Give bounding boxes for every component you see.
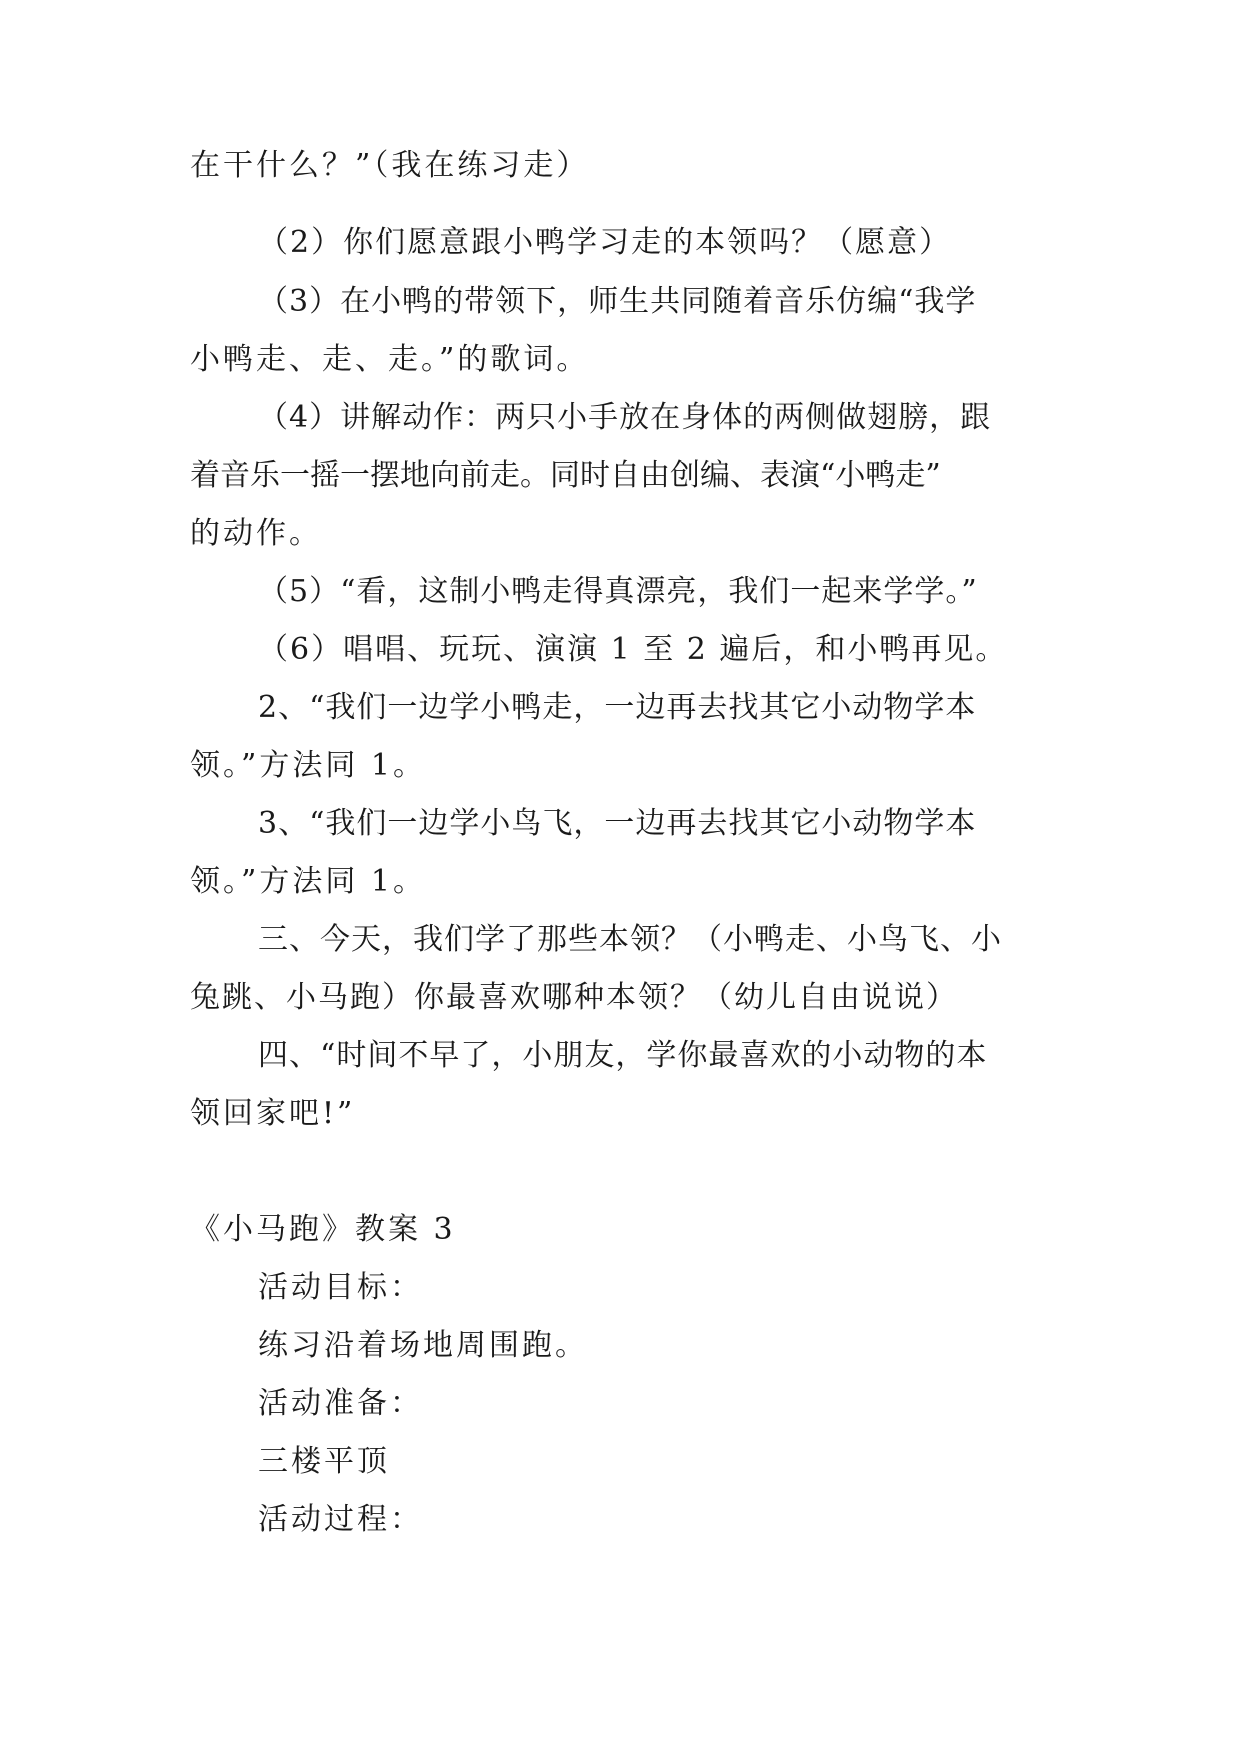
text-line: （6）唱唱、玩玩、演演 1 至 2 遍后，和小鸭再见。 bbox=[258, 632, 1008, 667]
text-line: （4）讲解动作：两只小手放在身体的两侧做翅膀，跟 bbox=[258, 400, 992, 435]
section-title: 《小马跑》教案 3 bbox=[190, 1212, 456, 1247]
text-line: 活动准备： bbox=[258, 1386, 423, 1421]
text-line: 着音乐一摇一摆地向前走。同时自由创编、表演“小鸭走” bbox=[190, 458, 941, 493]
text-line: （3）在小鸭的带领下，师生共同随着音乐仿编“我学 bbox=[258, 284, 977, 319]
text-line: 兔跳、小马跑）你最喜欢哪种本领？（幼儿自由说说） bbox=[190, 980, 958, 1015]
text-line: 3、“我们一边学小鸟飞，一边再去找其它小动物学本 bbox=[258, 806, 977, 841]
text-line: 领回家吧!” bbox=[190, 1096, 356, 1131]
text-line: 活动过程： bbox=[258, 1502, 423, 1537]
text-line: 活动目标： bbox=[258, 1270, 423, 1305]
text-line: 2、“我们一边学小鸭走，一边再去找其它小动物学本 bbox=[258, 690, 977, 725]
text-line: （2）你们愿意跟小鸭学习走的本领吗？（愿意） bbox=[258, 225, 952, 260]
text-line: 小鸭走、走、走。”的歌词。 bbox=[190, 342, 590, 377]
text-line: 四、“时间不早了，小朋友，学你最喜欢的小动物的本 bbox=[258, 1038, 988, 1073]
text-line: 三楼平顶 bbox=[258, 1444, 390, 1479]
text-line: 在干什么？”（我在练习走） bbox=[190, 148, 590, 183]
text-line: 三、今天，我们学了那些本领？（小鸭走、小鸟飞、小 bbox=[258, 922, 1002, 957]
text-line: 的动作。 bbox=[190, 516, 322, 551]
text-line: 领。”方法同 1。 bbox=[190, 748, 426, 783]
text-line: （5）“看，这制小鸭走得真漂亮，我们一起来学学。” bbox=[258, 574, 978, 609]
text-line: 领。”方法同 1。 bbox=[190, 864, 426, 899]
text-line: 练习沿着场地周围跑。 bbox=[258, 1328, 588, 1363]
